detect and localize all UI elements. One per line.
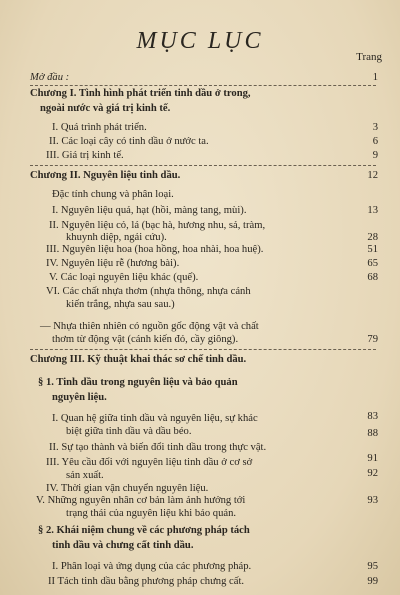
- divider: [30, 85, 376, 86]
- toc-entry: II. Nguyên liệu cỏ, lá (bạc hà, hương nhu, sả, tràm,: [49, 220, 266, 231]
- toc-entry: IV. Nguyên liệu rễ (hương bài).: [46, 258, 180, 269]
- toc-page-number: 95: [367, 561, 378, 572]
- toc-entry: V. Những nguyên nhân cơ bản làm ảnh hưởng tới: [36, 495, 246, 506]
- divider: [30, 165, 376, 166]
- toc-page-number: 28: [367, 232, 378, 243]
- toc-entry-cont: kiến trắng, nhựa sau sau.): [66, 299, 175, 310]
- toc-entry-cont: trạng thái của nguyên liệu khi bảo quản.: [66, 508, 237, 519]
- toc-page-number: 83: [367, 411, 378, 422]
- toc-page-number: 6: [372, 136, 378, 147]
- toc-section-1: § 1. Tinh dầu trong nguyên liệu và bảo quản: [38, 377, 238, 388]
- page-title: MỤC LỤC: [136, 28, 264, 54]
- toc-chapter-1: Chương I. Tình hình phát triển tinh dầu ở trong,: [30, 88, 251, 99]
- toc-entry: Đặc tính chung và phân loại.: [52, 189, 174, 200]
- page-column-label: Trang: [356, 51, 382, 63]
- toc-page-number: 3: [372, 122, 378, 133]
- toc-entry: VI. Các chất nhựa thơm (nhựa thông, nhựa cánh: [46, 286, 251, 297]
- toc-entry-cont: thơm từ động vật (cánh kiến đỏ, cầy giông).: [52, 334, 239, 345]
- toc-page-number: 99: [367, 576, 378, 587]
- toc-page-number: 88: [367, 428, 378, 439]
- toc-page-number: 91: [367, 453, 378, 464]
- toc-chapter-1-cont: ngoài nước và giá trị kinh tế.: [40, 103, 171, 114]
- toc-entry: I. Quá trình phát triển.: [52, 122, 147, 133]
- toc-page-number: 51: [367, 244, 378, 255]
- toc-entry: II Tách tinh dầu bằng phương pháp chưng cất.: [48, 576, 245, 587]
- divider: [30, 349, 376, 350]
- toc-page-number: 92: [367, 468, 378, 479]
- toc-chapter-2: Chương II. Nguyên liệu tinh dầu.: [30, 170, 181, 181]
- toc-page-number: 13: [367, 205, 378, 216]
- toc-entry: III. Yêu cầu đối với nguyên liệu tinh dầu ở cơ sở: [46, 457, 253, 468]
- toc-entry-introduction: Mở đầu :: [30, 72, 70, 83]
- toc-page-number: 9: [372, 150, 378, 161]
- toc-page-number: 65: [367, 258, 378, 269]
- toc-page-number: 12: [367, 170, 378, 181]
- toc-entry: V. Các loại nguyên liệu khác (quế).: [49, 272, 199, 283]
- toc-page-number: 68: [367, 272, 378, 283]
- toc-page-number: 79: [367, 334, 378, 345]
- toc-entry: IV. Thời gian vận chuyển nguyên liệu.: [46, 483, 209, 494]
- toc-entry: I. Nguyên liệu quả, hạt (hồi, màng tang, mùi).: [52, 205, 247, 216]
- toc-page-number: 1: [372, 72, 378, 83]
- toc-entry: III. Giá trị kinh tế.: [46, 150, 124, 161]
- toc-entry: I. Quan hệ giữa tinh dầu và nguyên liệu, sự khác: [52, 413, 258, 424]
- toc-page-number: 93: [367, 495, 378, 506]
- toc-section-2: § 2. Khái niệm chung về các phương pháp tách: [38, 525, 250, 536]
- toc-section-1-cont: nguyên liệu.: [52, 392, 107, 403]
- toc-entry-cont: biệt giữa tinh dầu và dầu béo.: [66, 426, 192, 437]
- toc-entry: II. Các loại cây có tinh dầu ở nước ta.: [49, 136, 209, 147]
- toc-entry: — Nhựa thiên nhiên có nguồn gốc động vật và chất: [40, 321, 259, 332]
- toc-entry: II. Sự tạo thành và biến đổi tinh dầu trong thực vật.: [49, 442, 267, 453]
- toc-chapter-3: Chương III. Kỹ thuật khai thác sơ chế tinh dầu.: [30, 354, 247, 365]
- toc-entry: III. Nguyên liệu hoa (hoa hồng, hoa nhài, hoa huệ).: [46, 244, 264, 255]
- toc-section-2-cont: tinh dầu và chưng cất tinh dầu.: [52, 540, 194, 551]
- toc-entry: I. Phân loại và ứng dụng của các phương pháp.: [52, 561, 252, 572]
- toc-entry-cont: sản xuất.: [66, 470, 104, 481]
- toc-entry-cont: khuynh diệp, ngải cứu).: [66, 232, 167, 243]
